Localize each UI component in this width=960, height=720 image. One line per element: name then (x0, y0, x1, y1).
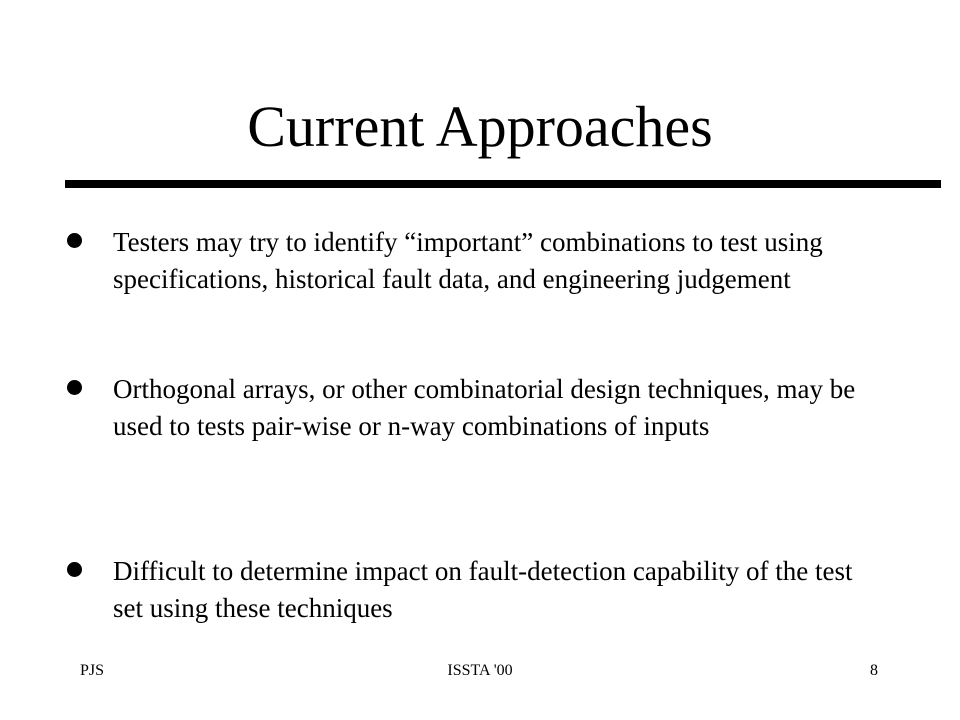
footer-page-number: 8 (870, 662, 878, 679)
bullet-dot-icon (67, 233, 82, 248)
bullet-dot-icon (67, 562, 82, 577)
slide-title: Current Approaches (247, 94, 713, 159)
bullet-text: Orthogonal arrays, or other combinatorial design techniques, may be used to tests pair-wise or n-way combinations of inputs (113, 374, 856, 441)
footer-conference: ISSTA '00 (447, 662, 513, 679)
footer-author: PJS (80, 662, 105, 679)
bullet-text: Testers may try to identify “important” combinations to test using specifications, historical fault data, and engineering judgement (113, 227, 823, 294)
bullet-text: Difficult to determine impact on fault-detection capability of the test set using these techniques (113, 556, 853, 623)
title-underline (65, 180, 941, 188)
bullet-dot-icon (67, 380, 82, 395)
